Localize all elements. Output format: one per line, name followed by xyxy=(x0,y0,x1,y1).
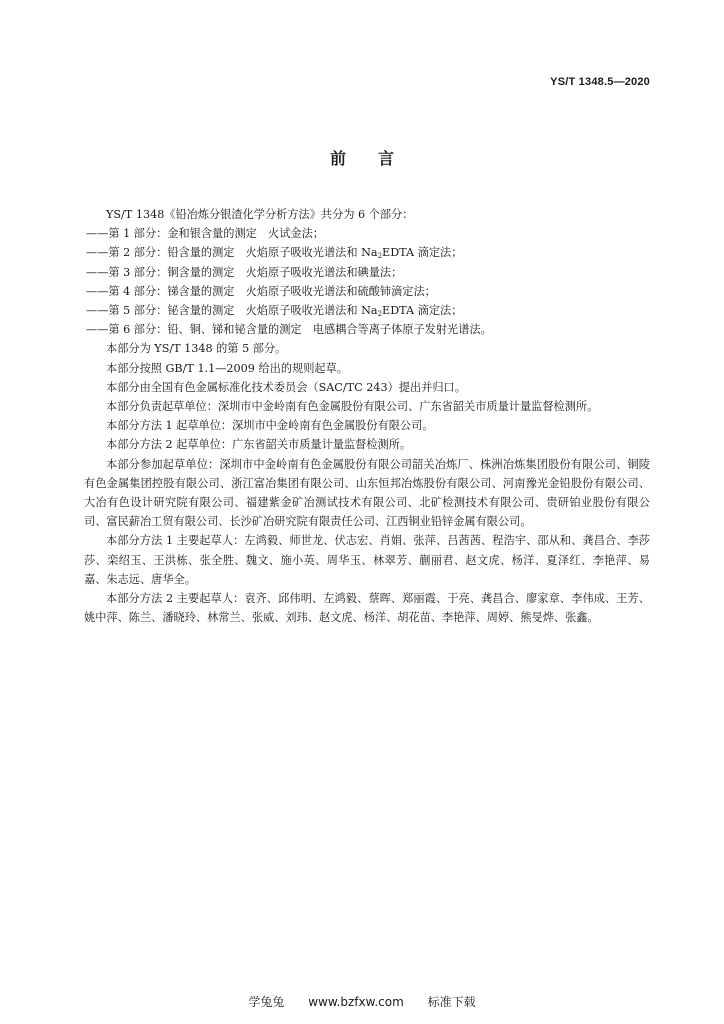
paragraph: 本部分方法 1 主要起草人：左鸿毅、师世龙、伏志宏、肖娟、张萍、吕茜茜、程浩宇、邵从和、龚昌合、李莎莎、栾绍玉、王洪栋、张全胜、魏文、施小英、周华玉、林翠芳、蒯丽君、赵文虎、杨洋、夏泽红、李艳萍、易嘉、朱志远、唐华全。 xyxy=(84,534,650,586)
footer-site-name: 学兔兔 xyxy=(248,995,285,1009)
part-item: ——第 5 部分：铋含量的测定 火焰原子吸收光谱法和 $Na_2EDTA$ 滴定法； xyxy=(86,304,463,319)
intro-line: YS/T 1348《铅冶炼分银渣化学分析方法》共分为 6 个部分： xyxy=(106,208,414,221)
standard-code: YS/T 1348.5—2020 xyxy=(550,76,650,88)
part-item: ——第 2 部分：铅含量的测定 火焰原子吸收光谱法和 $Na_2EDTA$ 滴定法； xyxy=(86,246,463,261)
part-item: ——第 1 部分：金和银含量的测定 火试金法； xyxy=(86,227,324,241)
footer-watermark xyxy=(0,993,724,1010)
paragraph: 本部分按照 GB/T 1.1—2009 给出的规则起草。 xyxy=(106,361,348,375)
paragraph: 本部分方法 1 起草单位：深圳市中金岭南有色金属股份有限公司。 xyxy=(106,419,434,433)
part-item: ——第 3 部分：铜含量的测定 火焰原子吸收光谱法和碘量法； xyxy=(86,265,403,279)
paragraph: 本部分由全国有色金属标准化技术委员会（SAC/TC 243）提出并归口。 xyxy=(106,380,466,394)
document-body xyxy=(84,205,650,627)
part-item: ——第 6 部分：铅、铜、锑和铋含量的测定 电感耦合等离子体原子发射光谱法。 xyxy=(86,323,492,337)
footer-url[interactable]: www.bzfxw.com xyxy=(308,995,404,1009)
paragraph: 本部分负责起草单位：深圳市中金岭南有色金属股份有限公司、广东省韶关市质量计量监督检测所。 xyxy=(106,400,599,414)
paragraph: 本部分方法 2 主要起草人：袁齐、邱伟明、左鸿毅、蔡晖、郑丽霞、于亮、龚昌合、廖家章、李伟成、王芳、姚中萍、陈兰、潘晓玲、林常兰、张威、刘玮、赵文虎、杨洋、胡花苗、李艳萍、周婷、熊旻烨、张鑫。 xyxy=(84,592,650,625)
parts-list xyxy=(84,224,650,339)
page-title: 前言 xyxy=(329,149,426,168)
paragraph: 本部分为 YS/T 1348 的第 5 部分。 xyxy=(106,342,287,356)
footer-tagline: 标准下载 xyxy=(427,995,476,1009)
part-item: ——第 4 部分：锑含量的测定 火焰原子吸收光谱法和硫酸铈滴定法； xyxy=(86,284,436,298)
paragraph: 本部分参加起草单位：深圳市中金岭南有色金属股份有限公司韶关冶炼厂、株洲冶炼集团股份有限公司、铜陵有色金属集团控股有限公司、浙江富冶集团有限公司、山东恒邦冶炼股份有限公司、河南豫光金铅股份有限公司、大冶有色设计研究院有限公司、福建紫金矿冶测试技术有限公司、北矿检测技术有限公司、贵研铂业股份有限公司、富民薪冶工贸有限公司、长沙矿冶研究院有限责任公司、江西铜业铅锌金属有限公司。 xyxy=(84,457,650,529)
paragraph: 本部分方法 2 起草单位：广东省韶关市质量计量监督检测所。 xyxy=(106,438,412,452)
